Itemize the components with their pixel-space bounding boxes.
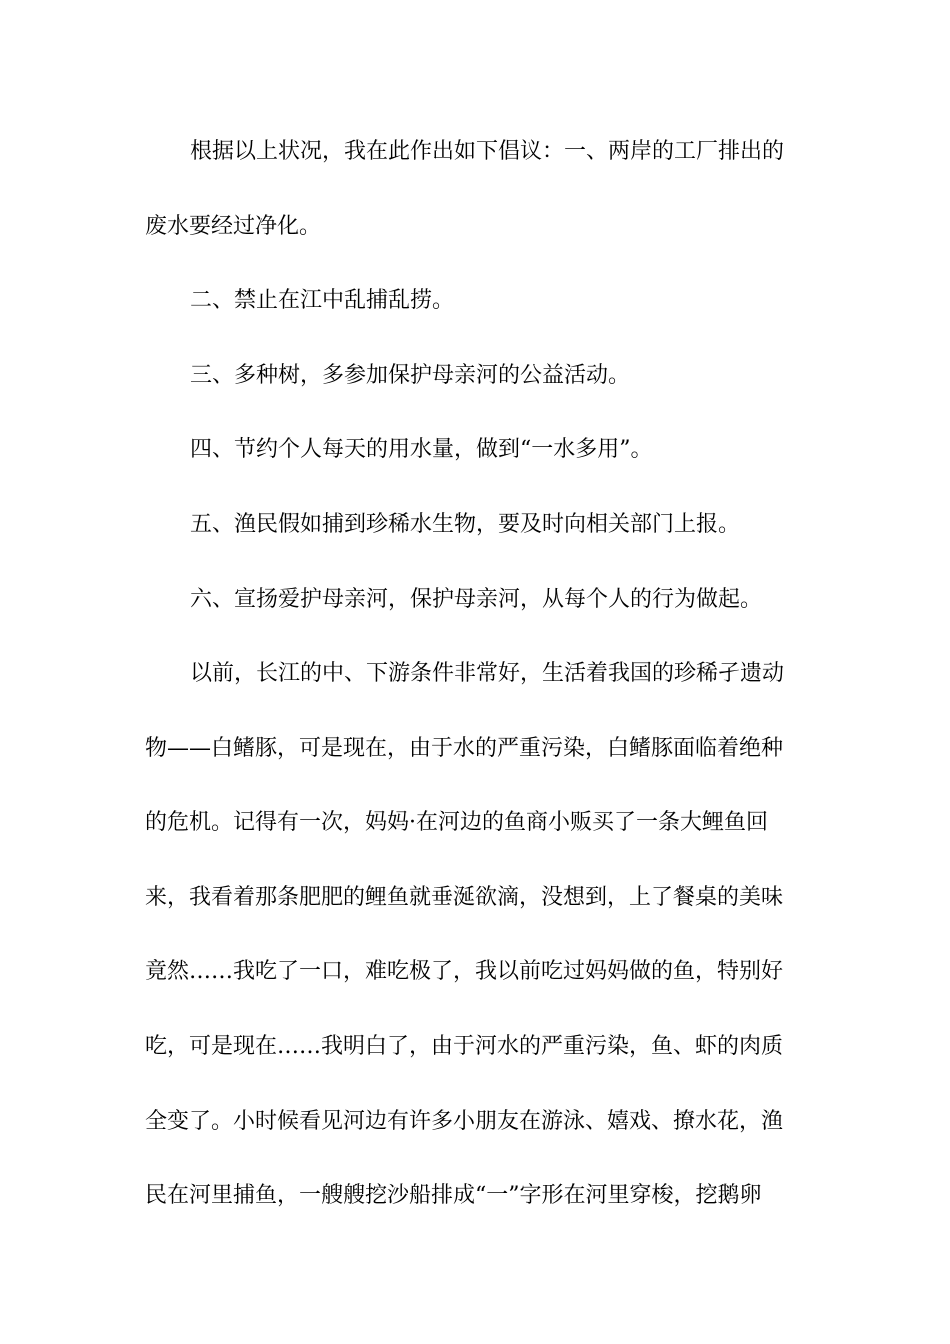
- paragraph-line: 根据以上状况，我在此作出如下倡议：一、两岸的工厂排出的: [190, 139, 785, 164]
- paragraph-line: 来，我看着那条肥肥的鲤鱼就垂涎欲滴，没想到，上了餐桌的美味: [145, 885, 784, 910]
- list-item-4: 四、节约个人每天的用水量，做到“一水多用”。: [190, 437, 653, 462]
- paragraph-line: 全变了。小时候看见河边有许多小朋友在游泳、嬉戏、撩水花，渔: [145, 1109, 784, 1134]
- paragraph-line: 民在河里捕鱼，一艘艘挖沙船排成“一”字形在河里穿梭，挖鹅卵: [145, 1183, 762, 1208]
- paragraph-line: 物——白鳍豚，可是现在，由于水的严重污染，白鳍豚面临着绝种: [145, 736, 784, 761]
- paragraph-line: 废水要经过净化。: [145, 214, 322, 239]
- list-item-3: 三、多种树，多参加保护母亲河的公益活动。: [190, 363, 631, 388]
- paragraph-line: 竟然……我吃了一口，难吃极了，我以前吃过妈妈做的鱼，特别好: [145, 959, 784, 984]
- paragraph-line: 吃，可是现在……我明白了，由于河水的严重污染，鱼、虾的肉质: [145, 1034, 784, 1059]
- list-item-5: 五、渔民假如捕到珍稀水生物，要及时向相关部门上报。: [190, 512, 741, 537]
- list-item-2: 二、禁止在江中乱捕乱捞。: [190, 288, 455, 313]
- list-item-6: 六、宣扬爱护母亲河，保护母亲河，从每个人的行为做起。: [190, 587, 763, 612]
- paragraph-line: 以前，长江的中、下游条件非常好，生活着我国的珍稀孑遗动: [190, 661, 785, 686]
- paragraph-line: 的危机。记得有一次，妈妈·在河边的鱼商小贩买了一条大鲤鱼回: [145, 810, 768, 835]
